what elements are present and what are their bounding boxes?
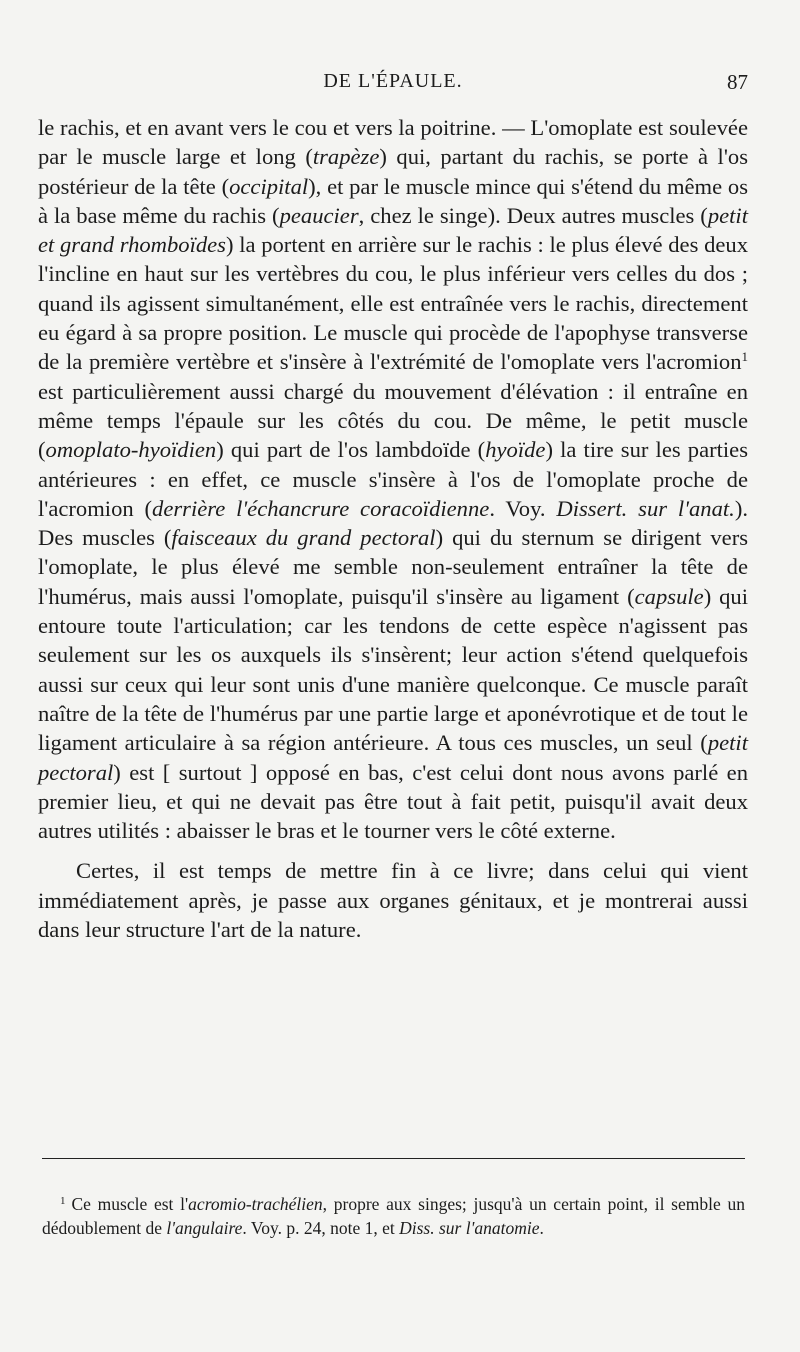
text-run: , propre aux singes; jusqu'à un certain point, il semble un dédoublement de bbox=[42, 1194, 745, 1238]
text-run: ), et par le muscle mince qui s'étend du même os à la base même du rachis ( bbox=[38, 173, 748, 228]
text-run: ) qui du sternum se dirigent vers l'omoplate, le plus élevé me semble non-seulement entraîner la tête de l'humérus, mais aussi l'omoplate, puisqu'il s'insère au ligament ( bbox=[38, 525, 749, 609]
italic-term: acromio-trachélien bbox=[188, 1194, 323, 1214]
footnote-rule bbox=[42, 1158, 745, 1159]
body-text bbox=[38, 113, 748, 944]
running-head: DE L'ÉPAULE. bbox=[323, 70, 463, 92]
italic-term: occipital bbox=[229, 173, 309, 199]
text-run: ) la tire sur les parties antérieures : en effet, ce muscle s'insère à l'os de l'omoplate proche de l'acromion ( bbox=[38, 437, 748, 521]
footnote-mark: 1 bbox=[60, 1195, 66, 1207]
text-run: Ce muscle est l' bbox=[71, 1194, 189, 1214]
italic-term: capsule bbox=[634, 583, 704, 609]
text-run: . bbox=[539, 1218, 544, 1238]
italic-term: l'angulaire bbox=[166, 1218, 243, 1238]
footnote-text bbox=[42, 1192, 745, 1240]
italic-term: Diss. sur l'anatomie bbox=[399, 1218, 540, 1238]
italic-term: faisceaux du grand pectoral bbox=[171, 525, 436, 551]
paragraph-2: Certes, il est temps de mettre fin à ce livre; dans celui qui vient immédiatement après, je passe aux organes génitaux, et je montrerai aussi dans leur structure l'art de la nature. bbox=[38, 858, 748, 943]
text-run: , chez le singe). Deux autres muscles ( bbox=[358, 202, 708, 228]
footnote-reference[interactable]: 1 bbox=[741, 349, 748, 365]
footnote bbox=[42, 1192, 745, 1240]
text-run: ) est [ surtout ] opposé en bas, c'est celui dont nous avons parlé en premier lieu, et qui ne devait pas être tout à fait petit, puisqu'il avait deux autres utilités : abaisser le bras et le tourner vers le côté externe. bbox=[38, 759, 748, 844]
italic-term: peaucier bbox=[279, 202, 359, 228]
text-run: . Voy. bbox=[489, 495, 557, 521]
text-run: ) qui entoure toute l'articulation; car les tendons de cette espèce n'agissent pas seulement sur les os auxquels ils s'insèrent; leur action s'étend quelquefois aussi sur ceux qui leur sont unis d'une manière quelconque. Ce muscle paraît naître de la tête de l'humérus par une partie large et aponévrotique et de tout le ligament articulaire à sa région antérieure. A tous ces muscles, un seul ( bbox=[38, 583, 748, 756]
text-run: est particulièrement aussi chargé du mouvement d'élévation : il entraîne en même temps l'épaule sur les côtés du cou. De même, le petit muscle ( bbox=[38, 378, 748, 463]
text-run: . Voy. p. 24, note 1, et bbox=[242, 1218, 400, 1238]
text-run: ) qui, partant du rachis, se porte à l'os postérieur de la tête ( bbox=[38, 144, 748, 199]
italic-term: hyoïde bbox=[485, 437, 546, 463]
text-run: le rachis, et en avant vers le cou et vers la poitrine. — L'omoplate est soulevée par le muscle large et long ( bbox=[38, 115, 748, 170]
paragraph-1 bbox=[38, 113, 748, 845]
italic-term: petit pectoral bbox=[38, 730, 748, 785]
italic-term: trapèze bbox=[312, 144, 380, 170]
text-run: ) la portent en arrière sur le rachis : le plus élevé des deux l'incline en haut sur les vertèbres du cou, le plus inférieur vers celles du dos ; quand ils agissent simultanément, elle est entraînée vers le rachis, directement eu égard à sa propre position. Le muscle qui procède de l'apophyse transverse de la première vertèbre et s'insère à l'extrémité de l'omoplate vers l'acromion bbox=[38, 232, 748, 375]
page-number: 87 bbox=[727, 70, 748, 94]
text-run: ). Des muscles ( bbox=[38, 495, 748, 551]
italic-term: omoplato-hyoïdien bbox=[45, 437, 217, 463]
italic-term: petit et grand rhomboïdes bbox=[38, 202, 748, 258]
italic-term: Dissert. sur l'anat. bbox=[556, 495, 735, 521]
italic-term: derrière l'échancrure coracoïdienne bbox=[152, 495, 490, 521]
text-run: ) qui part de l'os lambdoïde ( bbox=[216, 437, 486, 463]
page-header bbox=[38, 70, 748, 100]
